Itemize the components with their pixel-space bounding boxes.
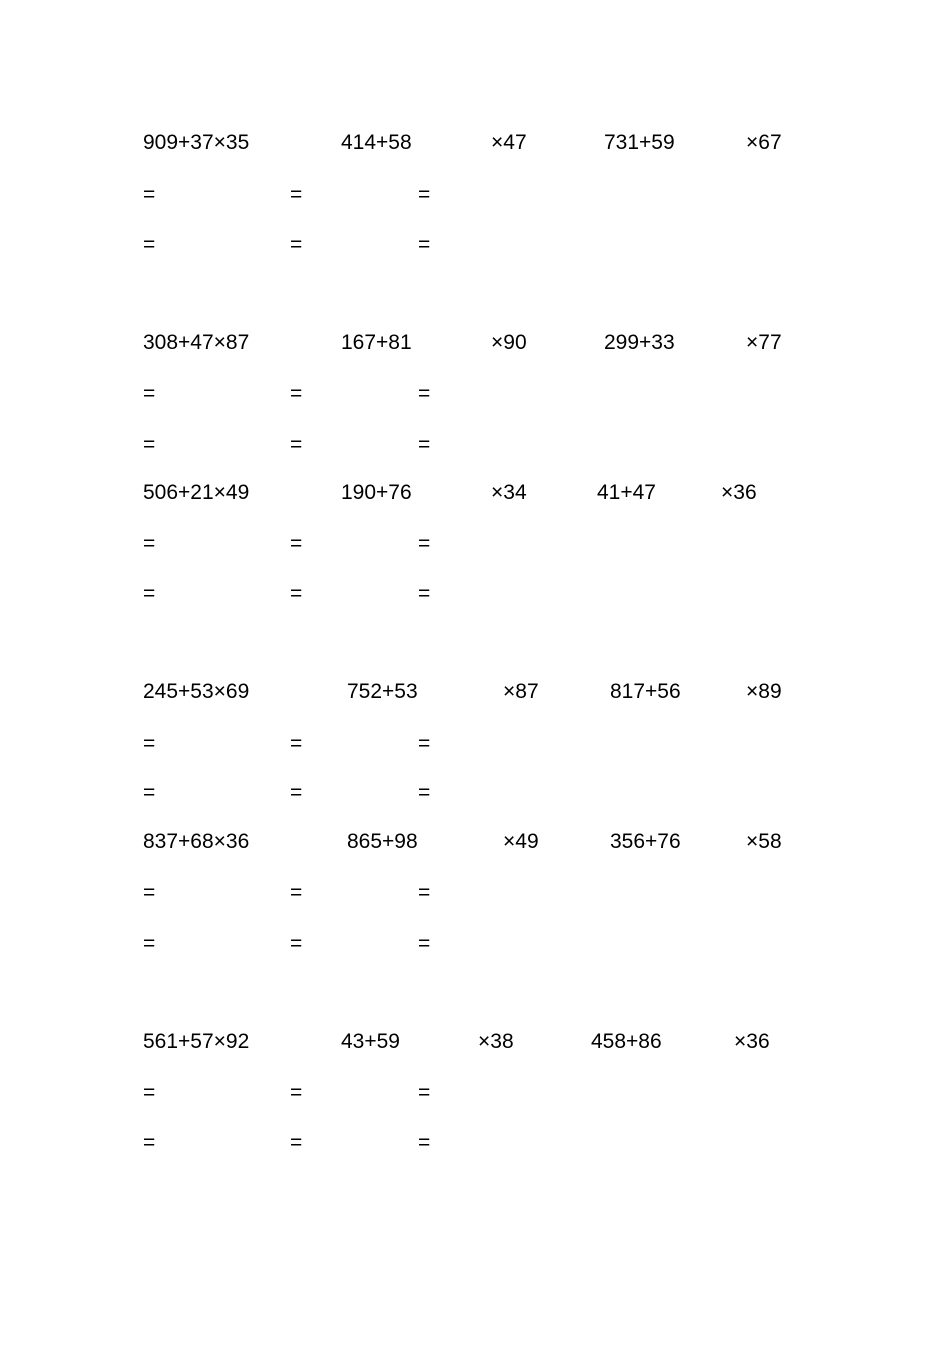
problem-3-multiplier: ×58: [746, 830, 782, 853]
problem-2-multiplier: ×49: [503, 830, 539, 853]
equals-sign: =: [290, 881, 303, 904]
equals-sign: =: [418, 732, 431, 755]
equals-sign: =: [418, 1131, 431, 1154]
equals-sign: =: [143, 433, 156, 456]
problem-2-expression: 167+81: [341, 331, 412, 354]
equals-sign: =: [418, 881, 431, 904]
problem-1-expression: 245+53×69: [143, 680, 250, 703]
equals-sign: =: [290, 732, 303, 755]
problem-2-expression: 414+58: [341, 131, 412, 154]
equals-sign: =: [290, 233, 303, 256]
equals-sign: =: [143, 1081, 156, 1104]
problem-2-multiplier: ×90: [491, 331, 527, 354]
equals-sign: =: [290, 433, 303, 456]
equals-sign: =: [290, 781, 303, 804]
equals-sign: =: [418, 532, 431, 555]
equals-sign: =: [143, 582, 156, 605]
problem-2-expression: 43+59: [341, 1030, 400, 1053]
equals-sign: =: [418, 433, 431, 456]
problem-1-expression: 561+57×92: [143, 1030, 250, 1053]
problem-3-expression: 41+47: [597, 481, 656, 504]
problem-3-expression: 356+76: [610, 830, 681, 853]
equals-sign: =: [418, 183, 431, 206]
problem-1-expression: 506+21×49: [143, 481, 250, 504]
equals-sign: =: [143, 233, 156, 256]
problem-3-expression: 817+56: [610, 680, 681, 703]
equals-sign: =: [290, 1081, 303, 1104]
problem-2-expression: 190+76: [341, 481, 412, 504]
problem-3-multiplier: ×67: [746, 131, 782, 154]
equals-sign: =: [290, 1131, 303, 1154]
equals-sign: =: [290, 382, 303, 405]
problem-1-expression: 837+68×36: [143, 830, 250, 853]
equals-sign: =: [418, 233, 431, 256]
problem-3-multiplier: ×36: [734, 1030, 770, 1053]
problem-3-multiplier: ×36: [721, 481, 757, 504]
problem-2-multiplier: ×47: [491, 131, 527, 154]
equals-sign: =: [143, 1131, 156, 1154]
equals-sign: =: [418, 932, 431, 955]
problem-2-expression: 752+53: [347, 680, 418, 703]
equals-sign: =: [290, 532, 303, 555]
problem-3-expression: 731+59: [604, 131, 675, 154]
problem-2-multiplier: ×34: [491, 481, 527, 504]
equals-sign: =: [143, 732, 156, 755]
equals-sign: =: [290, 582, 303, 605]
equals-sign: =: [143, 932, 156, 955]
problem-3-multiplier: ×77: [746, 331, 782, 354]
equals-sign: =: [143, 382, 156, 405]
problem-1-expression: 308+47×87: [143, 331, 250, 354]
problem-2-expression: 865+98: [347, 830, 418, 853]
equals-sign: =: [290, 183, 303, 206]
problem-3-expression: 299+33: [604, 331, 675, 354]
problem-2-multiplier: ×38: [478, 1030, 514, 1053]
equals-sign: =: [418, 382, 431, 405]
equals-sign: =: [143, 781, 156, 804]
equals-sign: =: [290, 932, 303, 955]
problem-3-multiplier: ×89: [746, 680, 782, 703]
equals-sign: =: [418, 781, 431, 804]
equals-sign: =: [418, 582, 431, 605]
problem-3-expression: 458+86: [591, 1030, 662, 1053]
equals-sign: =: [143, 183, 156, 206]
equals-sign: =: [143, 532, 156, 555]
equals-sign: =: [418, 1081, 431, 1104]
equals-sign: =: [143, 881, 156, 904]
problem-2-multiplier: ×87: [503, 680, 539, 703]
problem-1-expression: 909+37×35: [143, 131, 250, 154]
